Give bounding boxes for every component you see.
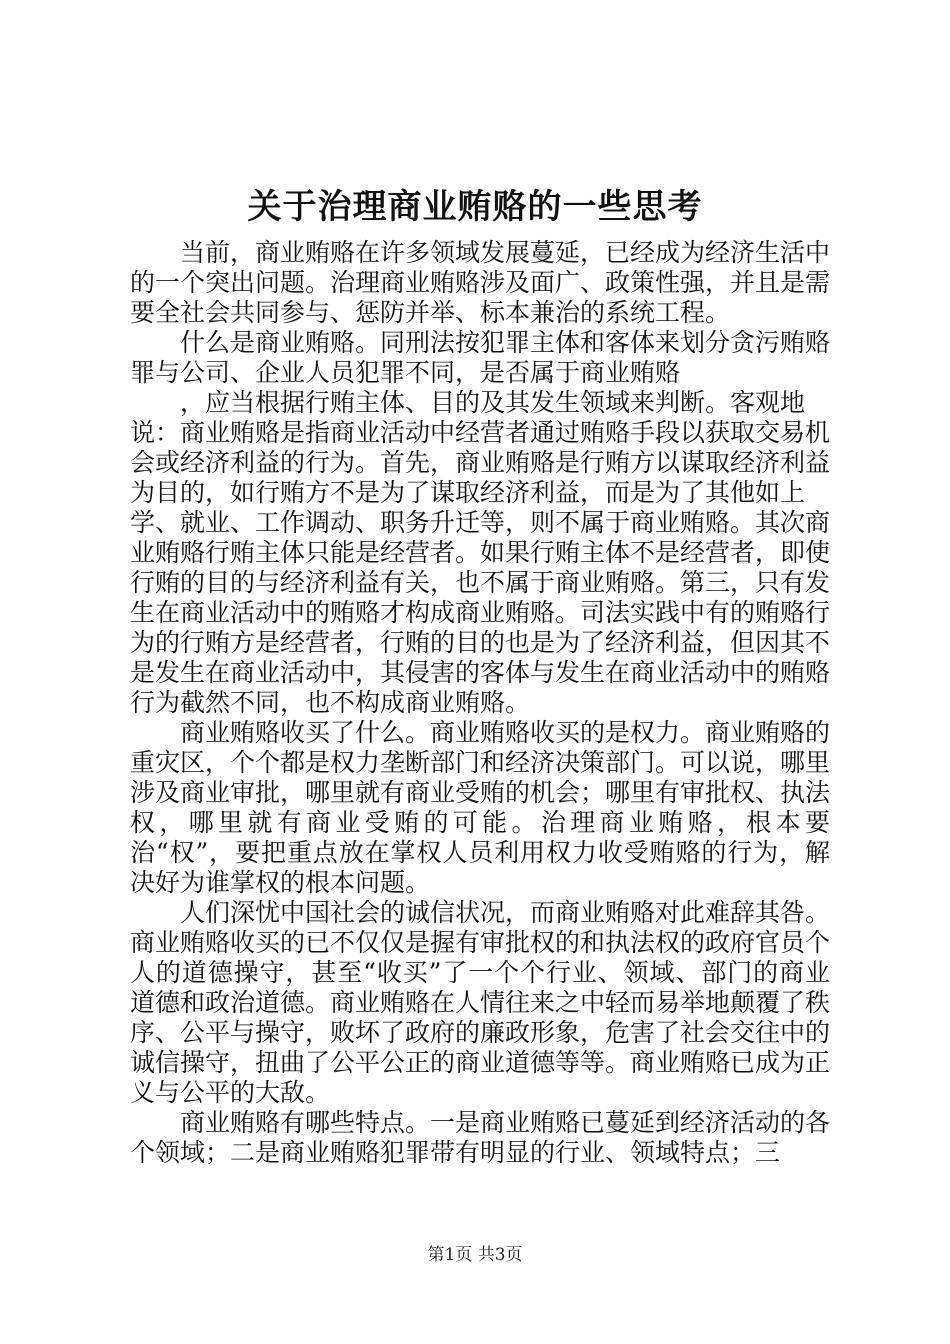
page-number: 第1页 bbox=[427, 1245, 473, 1265]
total-pages: 共3页 bbox=[477, 1245, 523, 1265]
paragraph-definition-body: ，应当根据行贿主体、目的及其发生领域来判断。客观地说：商业贿赂是指商业活动中经营者通过贿赂手段以获取交易机会或经济利益的行为。首先，商业贿赂是行贿方以谋取经济利益为目的，如行贿方不是为了谋取经济利益，而是为了其他如上学、就业、工作调动、职务升迁等，则不属于商业贿赂。其次商业贿赂行贿主体只能是经营者。如果行贿主体不是经营者，即使行贿的目的与经济利益有关，也不属于商业贿赂。第三，只有发生在商业活动中的贿赂才构成商业贿赂。司法实践中有的贿赂行为的行贿方是经营者，行贿的目的也是为了经济利益，但因其不是发生在商业活动中，其侵害的客体与发生在商业活动中的贿赂行为截然不同，也不构成商业贿赂。 bbox=[130, 388, 831, 717]
paragraph-what-bribery-buys: 商业贿赂收买了什么。商业贿赂收买的是权力。商业贿赂的重灾区，个个都是权力垄断部门和经济决策部门。可以说，哪里涉及商业审批，哪里就有商业受贿的机会；哪里有审批权、执法权，哪里就有商业受贿的可能。治理商业贿赂，根本要治“权”，要把重点放在掌权人员利用权力收受贿赂的行为，解决好为谁掌权的根本问题。 bbox=[130, 718, 831, 897]
document-title: 关于治理商业贿赂的一些思考 bbox=[247, 187, 703, 227]
paragraph-characteristics: 商业贿赂有哪些特点。一是商业贿赂已蔓延到经济活动的各个领域；二是商业贿赂犯罪带有明显的行业、领域特点；三 bbox=[130, 1108, 831, 1167]
paragraph-intro: 当前，商业贿赂在许多领域发展蔓延，已经成为经济生活中的一个突出问题。治理商业贿赂涉及面广、政策性强，并且是需要全社会共同参与、惩防并举、标本兼治的系统工程。 bbox=[130, 238, 831, 327]
paragraph-integrity: 人们深忧中国社会的诚信状况，而商业贿赂对此难辞其咎。商业贿赂收买的已不仅仅是握有审批权的和执法权的政府官员个人的道德操守，甚至“收买”了一个个行业、领域、部门的商业道德和政治道德。商业贿赂在人情往来之中轻而易举地颠覆了秩序、公平与操守，败坏了政府的廉政形象，危害了社会交往中的诚信操守，扭曲了公平公正的商业道德等等。商业贿赂已成为正义与公平的大敌。 bbox=[130, 898, 831, 1107]
page-footer bbox=[0, 1243, 950, 1267]
document-body bbox=[130, 238, 830, 1168]
paragraph-definition-heading: 什么是商业贿赂。同刑法按犯罪主体和客体来划分贪污贿赂罪与公司、企业人员犯罪不同，是否属于商业贿赂 bbox=[130, 328, 831, 387]
